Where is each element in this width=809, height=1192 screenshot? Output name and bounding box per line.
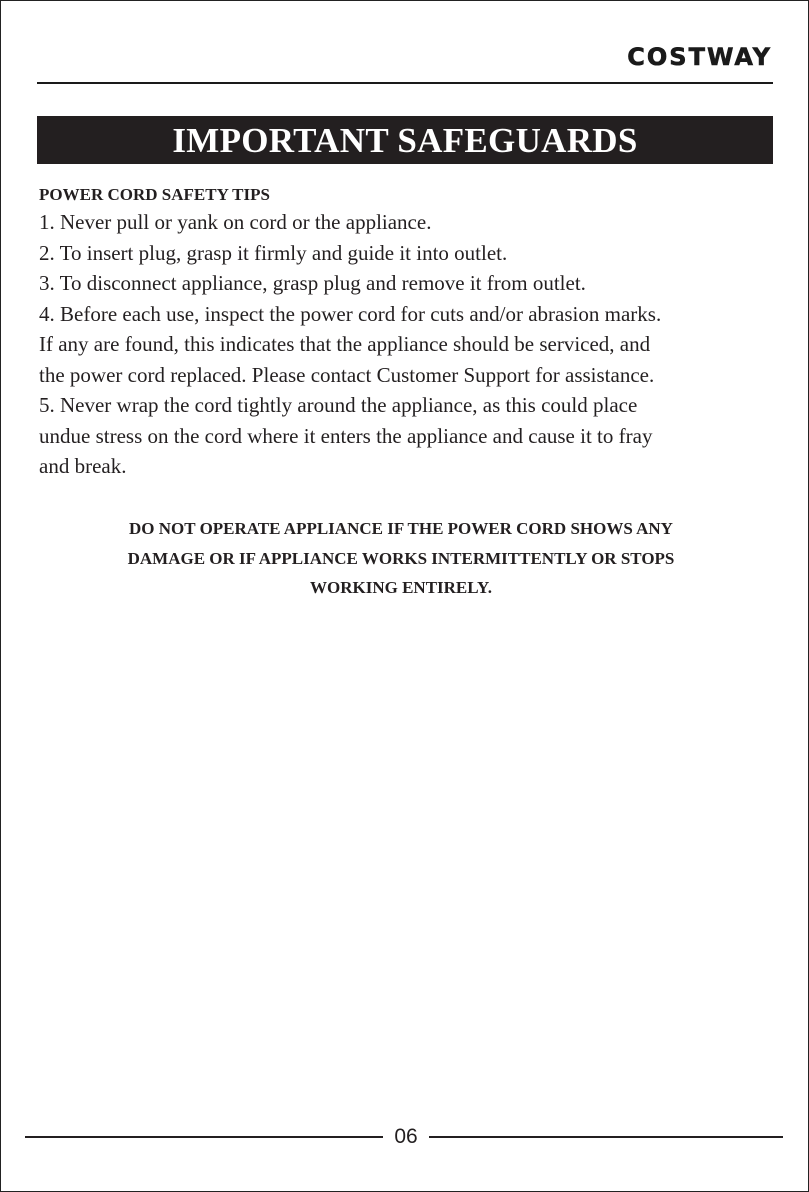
tip-line: the power cord replaced. Please contact Customer Support for assistance. xyxy=(39,362,655,387)
warning-notice xyxy=(41,514,761,603)
header-divider xyxy=(37,82,773,84)
footer-divider-left xyxy=(25,1136,383,1138)
title-banner xyxy=(37,116,773,164)
tip-line: undue stress on the cord where it enters the appliance and cause it to fray xyxy=(39,423,653,448)
tip-line: 2. To insert plug, grasp it firmly and guide it into outlet. xyxy=(39,240,508,265)
warning-line: DAMAGE OR IF APPLIANCE WORKS INTERMITTENTLY OR STOPS xyxy=(127,548,675,568)
tip-line: 1. Never pull or yank on cord or the appliance. xyxy=(39,210,432,234)
safety-tips-list xyxy=(39,207,769,482)
warning-line: DO NOT OPERATE APPLIANCE IF THE POWER CORD SHOWS ANY xyxy=(129,519,673,538)
tip-line: If any are found, this indicates that the appliance should be serviced, and xyxy=(39,332,651,356)
tip-line: 4. Before each use, inspect the power cord for cuts and/or abrasion marks. xyxy=(39,301,662,326)
brand-logo: COSTWAY xyxy=(627,43,772,71)
section-heading: POWER CORD SAFETY TIPS xyxy=(39,185,270,204)
tip-line: 3. To disconnect appliance, grasp plug and remove it from outlet. xyxy=(39,271,586,295)
tip-line: 5. Never wrap the cord tightly around the appliance, as this could place xyxy=(39,393,638,417)
tip-line: and break. xyxy=(39,454,127,478)
page-title: IMPORTANT SAFEGUARDS xyxy=(172,120,638,160)
warning-line: WORKING ENTIRELY. xyxy=(309,578,493,597)
page-number: 06 xyxy=(394,1125,418,1148)
footer-divider-right xyxy=(429,1136,783,1138)
